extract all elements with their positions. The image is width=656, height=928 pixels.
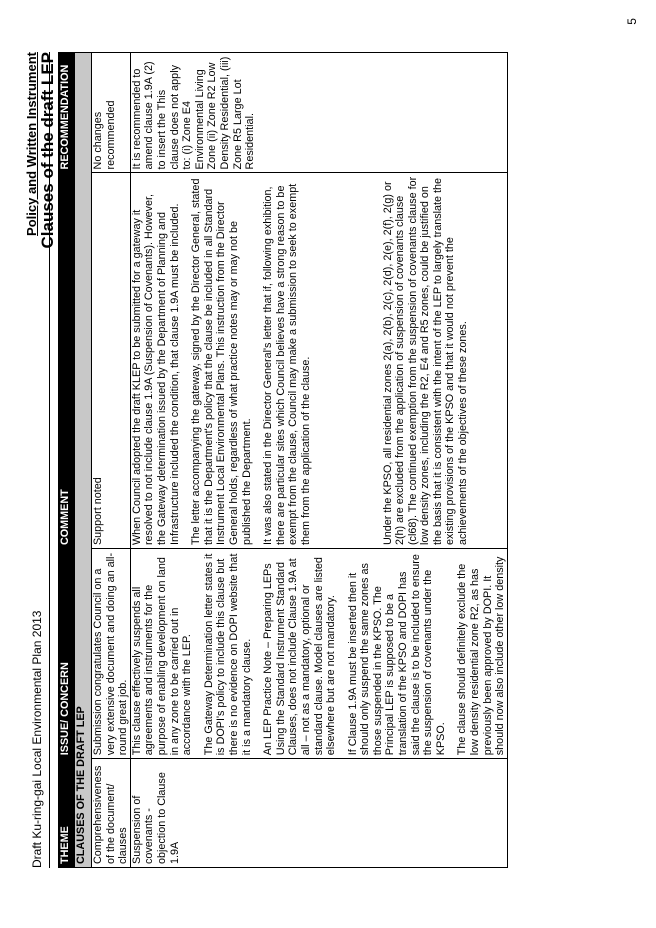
document-title: Draft Ku-ring-gai Local Environmental Plan 2013 (30, 610, 44, 868)
header-rule (49, 52, 50, 868)
issue-cell (130, 549, 507, 759)
section-heading: CLAUSES OF THE DRAFT LEP (75, 53, 92, 868)
issue-paragraph: The Gateway Determination letter states it is DOPI's policy to include this clause but there is no evidence on DOPI website that it is a mandatory clause. (202, 553, 253, 756)
page-number: 5 (625, 18, 639, 25)
table-row (130, 53, 507, 868)
column-header-recommendation: RECOMMENDATION (59, 53, 75, 173)
recommendation-cell: No changes recommended (92, 53, 131, 173)
comment-cell (130, 173, 507, 549)
comment-paragraph: Support noted (92, 477, 104, 546)
comment-cell (92, 173, 131, 549)
theme-cell: Comprehensiveness of the document/ clauses (92, 759, 131, 868)
theme-cell: Suspension of covenants - objection to Clause 1.9A (130, 759, 507, 868)
section-title: Clauses of the draft LEP (38, 52, 57, 249)
section-kicker: Policy and Written Instrument (24, 52, 39, 236)
recommendation-cell: It is recommended to amend clause 1.9A (2) to insert the This clause does not apply to: (i) Zone E4 Environmental Living Zone (ii) Zone R2 Low Density Residential, (iii) Zone R5 Large Lot Residential. (130, 53, 507, 173)
comment-paragraph: Under the KPSO, all residential zones 2(a), 2(b), 2(c), 2(d), 2(e), 2(f), 2(g) or 2(h) are excluded from the application of suspension of covenants clause (cl68). The continued exemption from the suspension of covenants clause for low density zones, including the R2, E4 and R5 zones, could be justified on the basis that it is consistent with the intent of the LEP to largely translate the existing provisions of the KPSO and that it would not prevent the achievements of the objectives of these zones. (381, 176, 470, 546)
column-header-comment: COMMENT (59, 173, 75, 549)
comment-paragraph: It was also stated in the Director General's letter that if, following exhibition, there are particular sites which Council believes have a strong reason to be exempt from the clause, Council may make a submission to seek to exempt them from the application of the clause. (262, 183, 312, 546)
table-header-row (59, 53, 75, 868)
comment-paragraph: The letter accompanying the gateway, signed by the Director General, stated that it is the Department's policy that the clause be included in all Standard Instrument Local Environmental Plans. This instruction from the Director General holds, regardless of what practice notes may or may not be published the Department. (190, 178, 253, 546)
submissions-table (58, 52, 508, 868)
issue-paragraph: The clause should definitely exclude the low density residential zone R2, as has previously been approved by DOPI. It should now also include other low density (456, 556, 507, 756)
issue-paragraph: Submission congratulates Council on a very extensive document and doing an all-round great job. (92, 552, 130, 756)
section-row (75, 53, 92, 868)
comment-paragraph: When Council adopted the draft KLEP to be submitted for a gateway it resolved to not include clause 1.9A (Suspension of Covenants). However, the Gateway determination issued by the Department of Planning and Infrastructure included the condition, that clause 1.9A must be included. (130, 193, 181, 546)
column-header-issue: ISSUE/ CONCERN (59, 549, 75, 759)
issue-paragraph: This clause effectively suspends all agreements and instruments for the purpose of enabling development on land in any zone to be carried out in accordance with the LEP. (130, 557, 194, 756)
issue-paragraph: If Clause 1.9A must be inserted then it should only suspend the same zones as those suspended in the KPSO. The Principal LEP is supposed to be a translation of the KPSO and DOPI has said the clause is to be included to ensure the suspension of covenants under the KPSO. (346, 554, 447, 756)
issue-paragraph: An LEP Practice Note – Preparing LEPs Using the Standard Instrument Standard Clauses, does not include Clause 1.9A at all – not as a mandatory, optional or standard clause. Model clauses are listed elsewhere but are not mandatory. (262, 557, 338, 756)
table-row (92, 53, 131, 868)
paragraph-spacer (322, 176, 382, 545)
column-header-theme: THEME (59, 759, 75, 868)
issue-cell (92, 549, 131, 759)
